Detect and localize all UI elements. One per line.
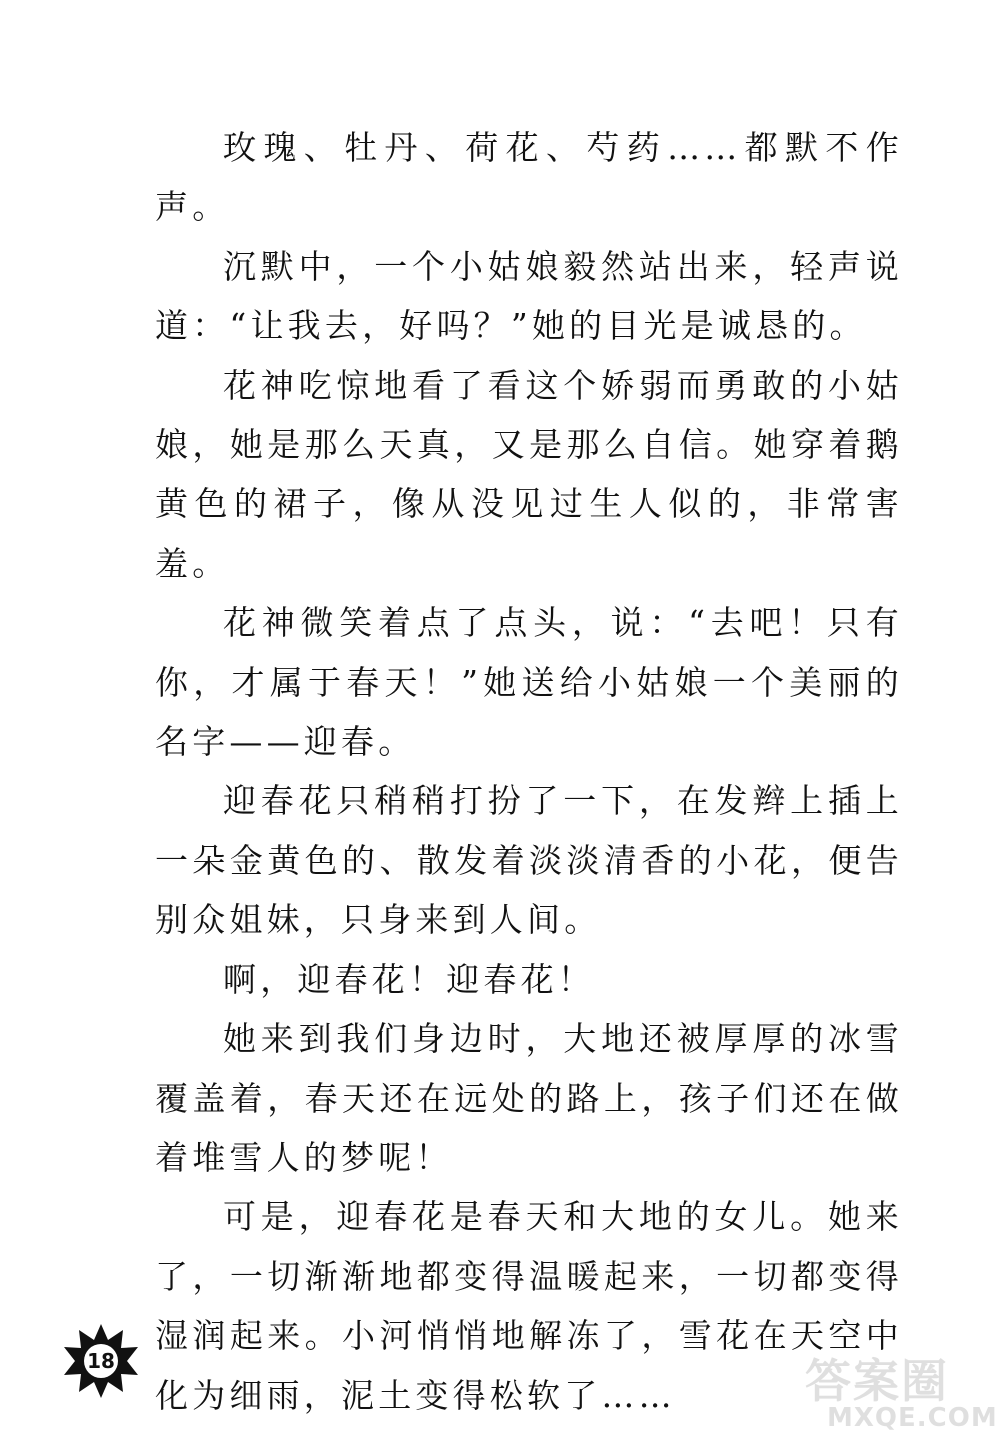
paragraph-1: 玫瑰、牡丹、荷花、芍药……都默不作声。 — [155, 128, 903, 227]
body-text — [155, 118, 903, 1425]
paragraph-2: 沉默中，一个小姑娘毅然站出来，轻声说道：“让我去，好吗？”她的目光是诚恳的。 — [155, 246, 903, 346]
paragraph-8: 可是，迎春花是春天和大地的女儿。她来了，一切渐渐地都变得温暖起来，一切都变得湿润起来。小河悄悄地解冻了，雪花在天空中化为细雨，泥土变得松软了…… — [155, 1197, 903, 1415]
paragraph-6: 啊，迎春花！迎春花！ — [223, 959, 595, 999]
paragraph-5: 迎春花只稍稍打扮了一下，在发辫上插上一朵金黄色的、散发着淡淡清香的小花，便告别众姐妹，只身来到人间。 — [155, 781, 903, 940]
page-number: 18 — [87, 1349, 115, 1373]
paragraph-3: 花神吃惊地看了看这个娇弱而勇敢的小姑娘，她是那么天真，又是那么自信。她穿着鹅黄色的裙子，像从没见过生人似的，非常害羞。 — [155, 365, 903, 583]
paragraph-4: 花神微笑着点了点头，说：“去吧！只有你，才属于春天！”她送给小姑娘一个美丽的名字——迎春。 — [155, 603, 903, 762]
paragraph-7: 她来到我们身边时，大地还被厚厚的冰雪覆盖着，春天还在远处的路上，孩子们还在做着堆雪人的梦呢！ — [155, 1019, 903, 1177]
watermark-url-text: MXQE.COM — [827, 1403, 998, 1433]
watermark-logo-icon — [805, 1345, 998, 1440]
watermark-top-text: 答案圈 — [805, 1354, 949, 1408]
